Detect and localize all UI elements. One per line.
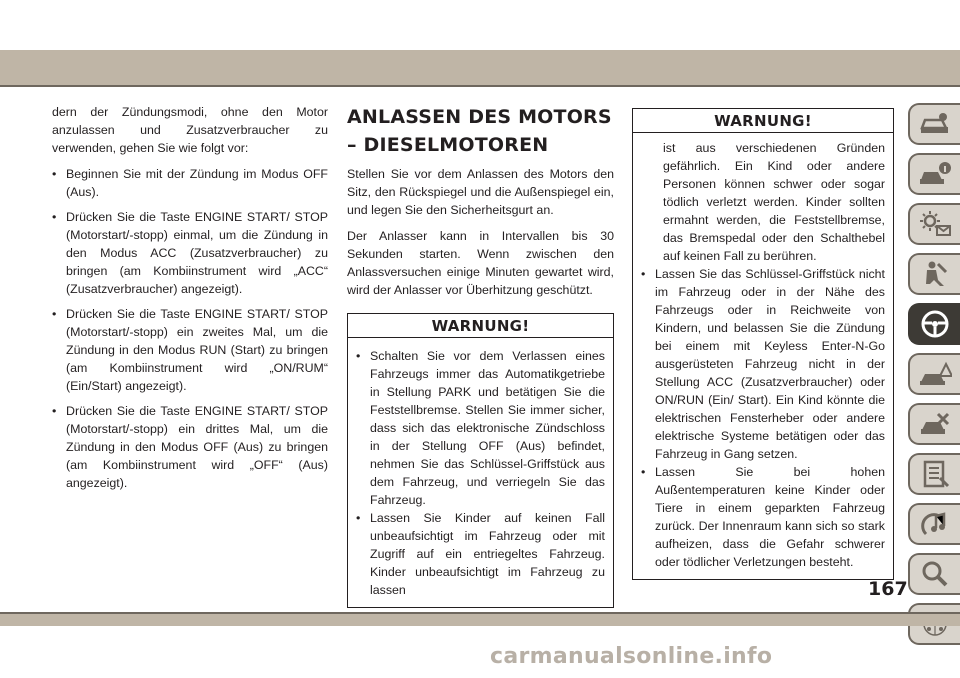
- steering-wheel-icon: [918, 310, 952, 338]
- footer-watermark: carmanualsonline.info: [490, 644, 773, 669]
- tab-car-key[interactable]: [908, 103, 960, 145]
- tab-service-tools[interactable]: [908, 403, 960, 445]
- list-item: • Drücken Sie die Taste ENGINE START/ STOP (Motorstart/-stopp) einmal, um die Zündung in den Modus ACC (Zusatzverbraucher) zu bringen (am Kombiinstrument wird „ACC“ (Zusatzverbraucher) angezeigt).: [52, 208, 328, 298]
- steps-list: [52, 165, 328, 492]
- tab-specifications[interactable]: [908, 453, 960, 495]
- list-item: • Schalten Sie vor dem Verlassen eines Fahrzeugs immer das Automatikgetriebe in Stellung PARK und betätigen Sie die Feststellbremse. Stellen Sie immer sicher, dass sich das elektronische Zündschloss in der Stellung OFF (Aus) befindet, nehmen Sie das Schlüssel-Griffstück aus dem Fahrzeug, und verriegeln Sie das Fahrzeug.: [356, 347, 605, 509]
- multimedia-icon: [918, 510, 952, 538]
- list-item: • Drücken Sie die Taste ENGINE START/ STOP (Motorstart/-stopp) ein zweites Mal, um die Zündung in den Modus RUN (Start) zu bringen (am Kombiinstrument wird „ON/RUM“ (Ein/Start) angezeigt).: [52, 305, 328, 395]
- warning-lights-icon: [918, 210, 952, 238]
- footer-band: [0, 614, 960, 626]
- paragraph: Der Anlasser kann in Intervallen bis 30 Sekunden starten. Wenn zwischen den Anlassversuchen einige Minuten gewartet wird, wird der Anlasser vor Überhitzung geschützt.: [347, 229, 614, 297]
- car-info-icon: [918, 160, 952, 188]
- service-tools-icon: [918, 410, 952, 438]
- list-item: • Drücken Sie die Taste ENGINE START/ STOP (Motorstart/-stopp) ein drittes Mal, um die Zündung in den Modus OFF (Aus) zu bringen (am Kombiinstrument wird „OFF“ (Aus) angezeigt).: [52, 402, 328, 492]
- hazard-car-icon: [918, 360, 952, 388]
- paragraph: Stellen Sie vor dem Anlassen des Motors den Sitz, den Rückspiegel und die Außenspiegel ein, und legen Sie den Sicherheitsgurt an.: [347, 167, 614, 217]
- list-item: • Lassen Sie das Schlüssel-Griffstück nicht im Fahrzeug oder in der Nähe des Fahrzeugs oder in Reichweite von Kindern, und belassen Sie die Zündung bei einem mit Keyless Enter-N-Go ausgerüsteten Fahrzeug nicht in der Stellung ACC (Zusatzverbraucher) oder ON/RUN (Ein/ Start). Ein Kind könnte die elektrischen Fensterheber oder andere elektrische Systeme betätigen oder das Fahrzeug in Gang setzen.: [641, 265, 885, 463]
- list-item: • Beginnen Sie mit der Zündung im Modus OFF (Aus).: [52, 165, 328, 201]
- section-heading: ANLASSEN DES MOTORS – DIESELMOTOREN: [347, 106, 612, 156]
- warning-body: [348, 338, 613, 607]
- warning-title: WARNUNG!: [633, 109, 893, 133]
- tab-car-info[interactable]: [908, 153, 960, 195]
- tab-multimedia[interactable]: [908, 503, 960, 545]
- right-column: [632, 108, 894, 580]
- list-item: • Lassen Sie Kinder auf keinen Fall unbeaufsichtigt im Fahrzeug oder mit Zugriff auf ein entriegeltes Fahrzeug. Kinder unbeaufsichtigt im Fahrzeug zu lassen: [356, 509, 605, 599]
- car-key-icon: [918, 110, 952, 138]
- middle-column: [347, 103, 614, 608]
- warning-body: [633, 133, 893, 579]
- airbag-seat-icon: [918, 260, 952, 288]
- tab-hazard-car[interactable]: [908, 353, 960, 395]
- page-number: 167: [868, 578, 908, 600]
- tab-warning-lights[interactable]: [908, 203, 960, 245]
- intro-paragraph: dern der Zündungsmodi, ohne den Motor anzulassen und Zusatzverbraucher zu verwenden, gehen Sie wie folgt vor:: [52, 105, 328, 155]
- tab-search[interactable]: [908, 553, 960, 595]
- specifications-list-icon: [918, 460, 952, 488]
- warning-list: [641, 265, 885, 571]
- chapter-tabs: [898, 103, 960, 653]
- header-band-line: [0, 85, 960, 87]
- warning-list: [356, 347, 605, 599]
- list-item: • Lassen Sie bei hohen Außentemperaturen keine Kinder oder Tiere in einem geparkten Fahrzeug zurück. Der Innenraum kann sich so stark aufheizen, dass die Gefahr schwerer oder tödlicher Verletzungen besteht.: [641, 463, 885, 571]
- left-column: [52, 103, 328, 499]
- warning-box: [632, 108, 894, 580]
- tab-airbag-seat[interactable]: [908, 253, 960, 295]
- search-icon: [918, 560, 952, 588]
- header-band: [0, 50, 960, 85]
- warning-box: [347, 313, 614, 608]
- tab-starting-and-operating[interactable]: [908, 303, 960, 345]
- warning-title: WARNUNG!: [348, 314, 613, 338]
- warning-continuation: ist aus verschiedenen Gründen gefährlich. Ein Kind oder andere Personen können schwer oder sogar tödlich verletzt werden. Kinder sollten ermahnt werden, die Feststellbremse, das Bremspedal oder den Schalthebel auf keinen Fall zu berühren.: [663, 141, 885, 263]
